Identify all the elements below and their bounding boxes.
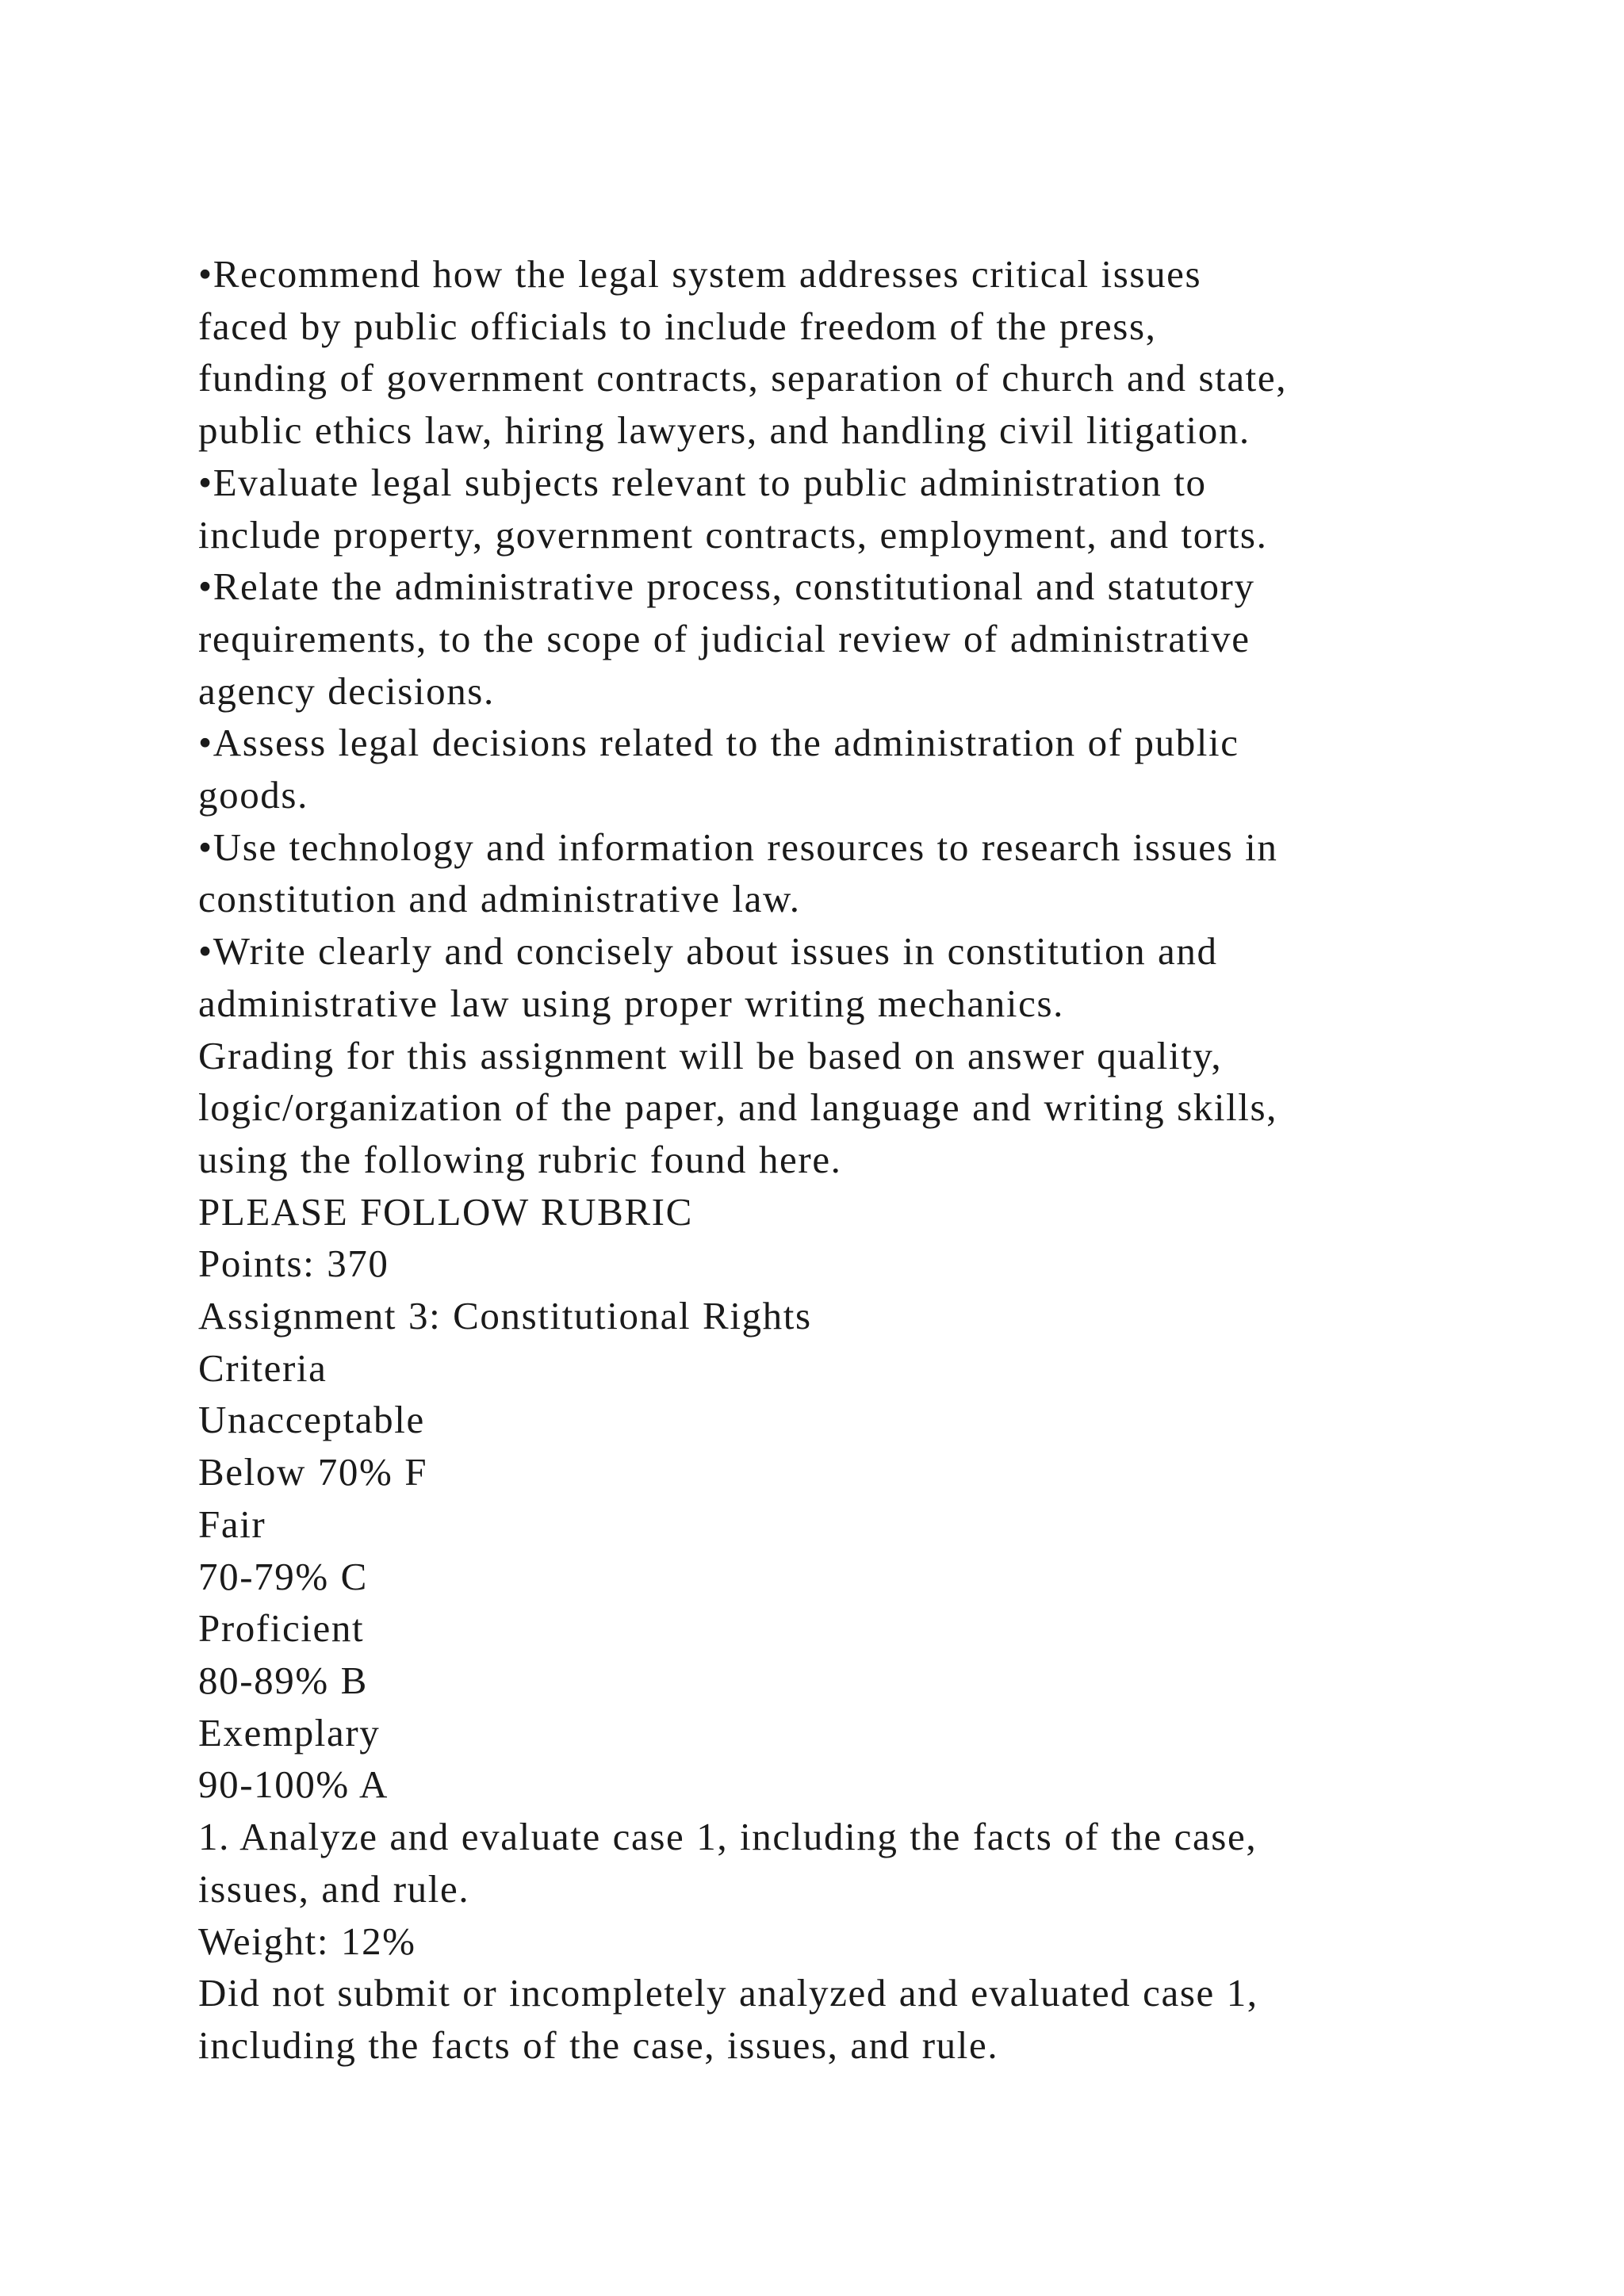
text-line: faced by public officials to include freedom of the press, xyxy=(198,304,1157,348)
text-line: •Relate the administrative process, constitutional and statutory xyxy=(198,564,1255,609)
text-line: Assignment 3: Constitutional Rights xyxy=(198,1294,812,1338)
text-line: •Evaluate legal subjects relevant to public administration to xyxy=(198,460,1207,504)
text-line: •Write clearly and concisely about issues in constitution and xyxy=(198,929,1218,974)
text-line: •Use technology and information resources to research issues in xyxy=(198,825,1278,869)
text-line: constitution and administrative law. xyxy=(198,877,801,921)
text-line: •Recommend how the legal system addresses critical issues xyxy=(198,252,1202,296)
text-line: 90-100% A xyxy=(198,1762,389,1807)
text-line: 1. Analyze and evaluate case 1, including the facts of the case, xyxy=(198,1815,1258,1859)
text-line: administrative law using proper writing mechanics. xyxy=(198,981,1064,1025)
text-line: Weight: 12% xyxy=(198,1919,416,1963)
text-line: Below 70% F xyxy=(198,1450,428,1494)
text-line: public ethics law, hiring lawyers, and handling civil litigation. xyxy=(198,408,1251,453)
document-body xyxy=(198,248,1499,2072)
text-line: including the facts of the case, issues, and rule. xyxy=(198,2022,999,2067)
text-line: Points: 370 xyxy=(198,1242,389,1286)
text-line: •Assess legal decisions related to the administration of public xyxy=(198,721,1239,765)
text-line: funding of government contracts, separation of church and state, xyxy=(198,356,1288,400)
text-line: PLEASE FOLLOW RUBRIC xyxy=(198,1189,693,1234)
text-line: 80-89% B xyxy=(198,1658,368,1702)
text-line: using the following rubric found here. xyxy=(198,1137,842,1181)
text-line: Exemplary xyxy=(198,1710,381,1755)
text-line: include property, government contracts, employment, and torts. xyxy=(198,512,1268,557)
text-line: Proficient xyxy=(198,1606,365,1651)
text-line: logic/organization of the paper, and language and writing skills, xyxy=(198,1085,1278,1130)
text-line: agency decisions. xyxy=(198,668,495,713)
text-line: requirements, to the scope of judicial review of administrative xyxy=(198,616,1251,660)
text-line: Fair xyxy=(198,1502,266,1546)
text-line: Criteria xyxy=(198,1345,327,1390)
text-line: goods. xyxy=(198,773,308,817)
text-line: 70-79% C xyxy=(198,1554,368,1598)
text-line: Unacceptable xyxy=(198,1398,425,1442)
text-line: Grading for this assignment will be based on answer quality, xyxy=(198,1033,1223,1077)
text-line: issues, and rule. xyxy=(198,1866,470,1911)
text-line: Did not submit or incompletely analyzed and evaluated case 1, xyxy=(198,1971,1258,2015)
